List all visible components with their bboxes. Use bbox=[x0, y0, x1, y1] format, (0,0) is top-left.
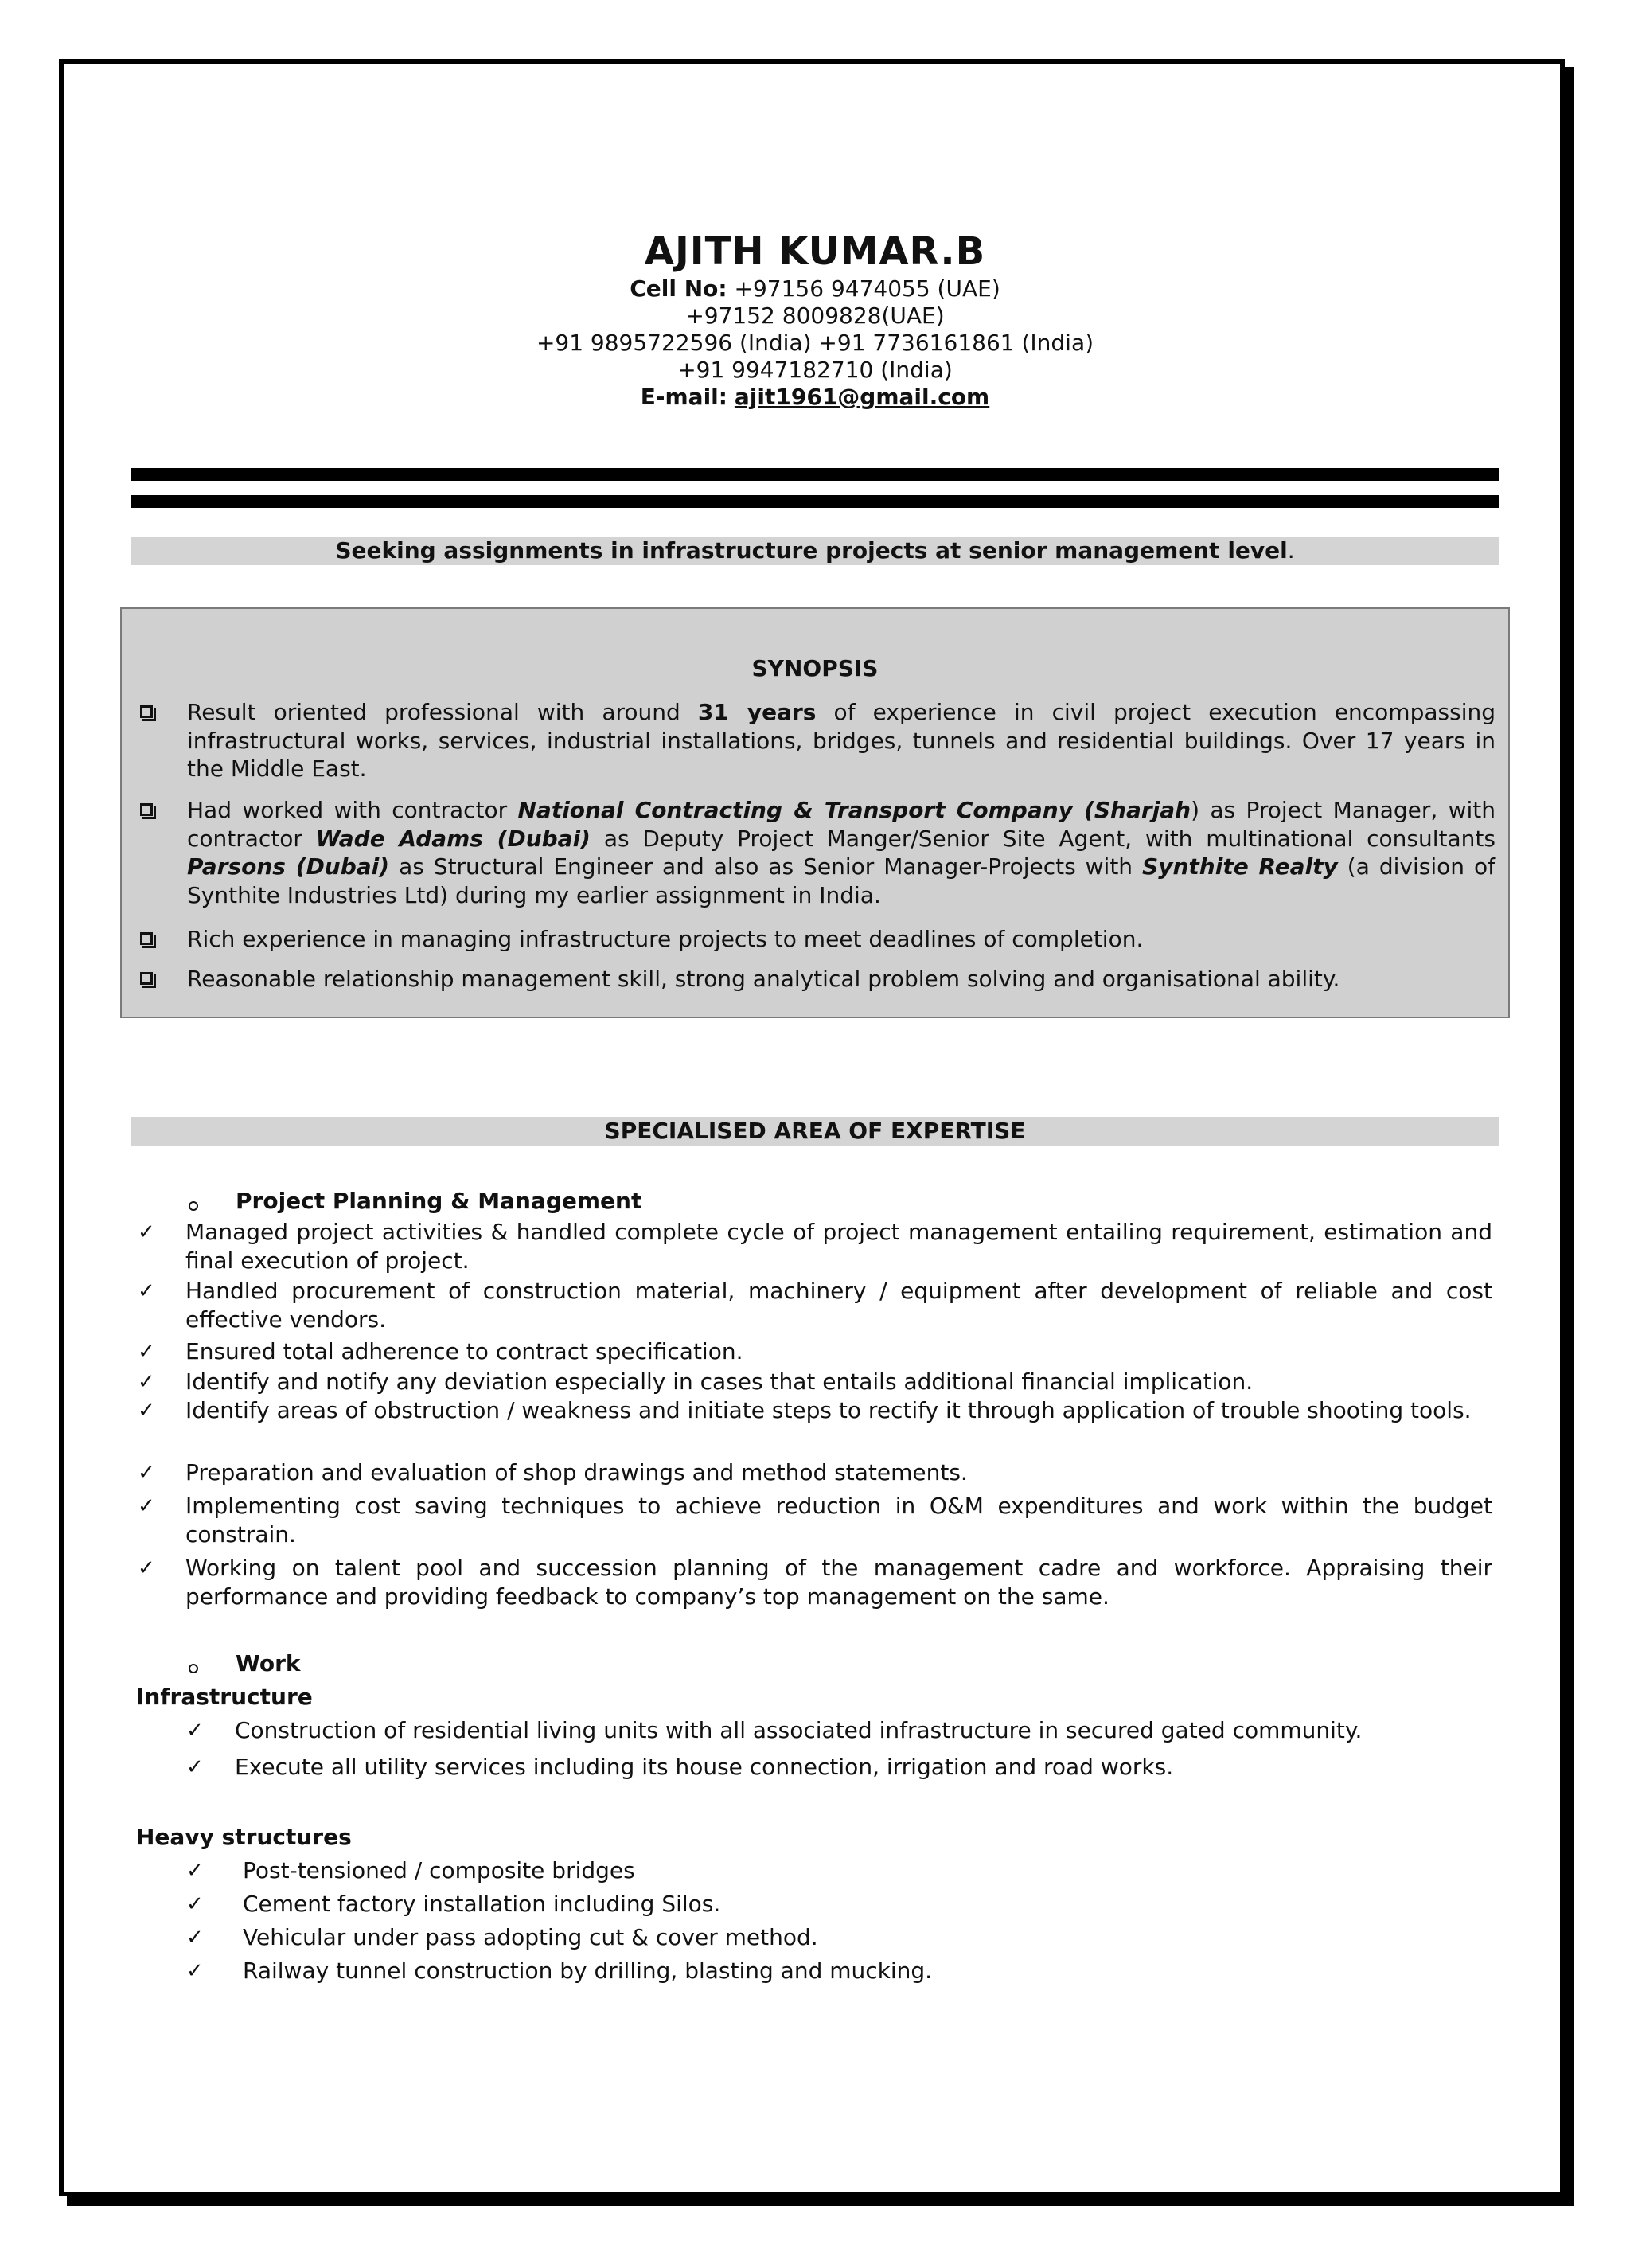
cell-number-3: +91 9895722596 (India) +91 7736161861 (India) bbox=[536, 330, 1094, 356]
check-icon: ✓ bbox=[186, 1719, 204, 1743]
check-icon: ✓ bbox=[186, 1755, 204, 1779]
text-run: (a division of Synthite Industries Ltd) during my earlier assignment in India. bbox=[187, 853, 1495, 908]
planning-item: Implementing cost saving techniques to achieve reduction in O&M expenditures and work within the budget constrain. bbox=[185, 1493, 1492, 1548]
check-icon: ✓ bbox=[138, 1370, 155, 1394]
planning-item: Identify areas of obstruction / weakness and initiate steps to rectify it through application of trouble shooting tools. bbox=[185, 1397, 1472, 1423]
text-run: Result oriented professional with around bbox=[187, 699, 698, 725]
planning-item: Preparation and evaluation of shop drawings and method statements. bbox=[185, 1459, 968, 1485]
email-line bbox=[0, 384, 1630, 411]
infrastructure-item: Execute all utility services including its house connection, irrigation and road works. bbox=[235, 1754, 1174, 1780]
email-label: E-mail: bbox=[640, 384, 727, 410]
cell-line-1 bbox=[0, 275, 1630, 303]
email-link[interactable]: ajit1961@gmail.com bbox=[734, 384, 990, 410]
check-icon: ✓ bbox=[186, 1959, 204, 1983]
synopsis-item-text: Rich experience in managing infrastructure projects to meet deadlines of completion. bbox=[187, 926, 1144, 952]
check-icon: ✓ bbox=[138, 1461, 155, 1485]
check-icon: ✓ bbox=[186, 1859, 204, 1883]
text-run: of experience in civil project execution encompassing infrastructural works, services, industrial installations, bridges, tunnels and residential buildings. Over 17 years in the Middle East. bbox=[187, 699, 1495, 782]
objective-period: . bbox=[1287, 537, 1295, 564]
text-run-bold: 31 years bbox=[697, 699, 817, 725]
cell-number-2: +97152 8009828(UAE) bbox=[685, 303, 945, 329]
company-name: National Contracting & Transport Company (Sharjah bbox=[517, 797, 1191, 823]
objective-text: Seeking assignments in infrastructure projects at senior management level bbox=[335, 537, 1288, 564]
box-bullet-icon bbox=[140, 803, 153, 816]
header-rule-2 bbox=[131, 495, 1499, 508]
planning-item: Identify and notify any deviation especially in cases that entails additional financial implication. bbox=[185, 1368, 1254, 1395]
text-run: ) as Project Manager, with contractor bbox=[187, 797, 1496, 852]
company-name: Synthite Realty bbox=[1142, 853, 1338, 880]
planning-heading: Project Planning & Management bbox=[236, 1188, 642, 1214]
synopsis-box bbox=[120, 607, 1510, 1018]
infrastructure-heading: Infrastructure bbox=[136, 1684, 313, 1710]
synopsis-item-text bbox=[187, 698, 1495, 783]
objective-banner bbox=[131, 537, 1499, 565]
planning-item: Managed project activities & handled complete cycle of project management entailing requirement, estimation and final execution of project. bbox=[185, 1219, 1492, 1274]
check-icon: ✓ bbox=[186, 1892, 204, 1916]
check-icon: ✓ bbox=[138, 1340, 155, 1364]
check-icon: ✓ bbox=[138, 1220, 155, 1244]
candidate-name: AJITH KUMAR.B bbox=[644, 229, 986, 274]
check-icon: ✓ bbox=[138, 1494, 155, 1518]
planning-item: Working on talent pool and succession planning of the management cadre and workforce. Appraising their performance and providing feedback to company’s top management on the same. bbox=[185, 1555, 1492, 1610]
text-run: as Structural Engineer and also as Senior Manager-Projects with bbox=[389, 853, 1143, 880]
heavy-structure-item: Railway tunnel construction by drilling, blasting and mucking. bbox=[243, 1958, 933, 1984]
box-bullet-icon bbox=[140, 932, 153, 945]
synopsis-title: SYNOPSIS bbox=[751, 655, 879, 681]
check-icon: ✓ bbox=[186, 1926, 204, 1950]
circle-bullet-icon bbox=[189, 1201, 198, 1211]
check-icon: ✓ bbox=[138, 1399, 155, 1423]
circle-bullet-icon bbox=[189, 1664, 198, 1673]
company-name: Parsons (Dubai) bbox=[187, 853, 390, 880]
expertise-banner: SPECIALISED AREA OF EXPERTISE bbox=[131, 1117, 1499, 1146]
heavy-structure-item: Cement factory installation including Silos. bbox=[243, 1891, 721, 1917]
box-bullet-icon bbox=[140, 705, 153, 718]
cell-label: Cell No: bbox=[630, 275, 727, 302]
box-bullet-icon bbox=[140, 972, 153, 985]
synopsis-item-text: Reasonable relationship management skill, strong analytical problem solving and organisational ability. bbox=[187, 966, 1340, 992]
heavy-structure-item: Vehicular under pass adopting cut & cover method. bbox=[243, 1924, 818, 1950]
page-border-shadow-bottom bbox=[67, 2196, 1574, 2206]
cell-number-1: +97156 9474055 (UAE) bbox=[734, 275, 1000, 302]
infrastructure-item: Construction of residential living units with all associated infrastructure in secured gated community. bbox=[235, 1717, 1363, 1743]
planning-item: Handled procurement of construction material, machinery / equipment after development of reliable and cost effective vendors. bbox=[185, 1278, 1492, 1333]
text-run: Had worked with contractor bbox=[187, 797, 518, 823]
resume-header bbox=[0, 228, 1630, 411]
work-heading: Work bbox=[236, 1650, 301, 1677]
header-rule-1 bbox=[131, 468, 1499, 481]
check-icon: ✓ bbox=[138, 1556, 155, 1580]
synopsis-item-text bbox=[187, 796, 1495, 909]
text-run: as Deputy Project Manger/Senior Site Agent, with multinational consultants bbox=[590, 825, 1495, 852]
heavy-structure-item: Post-tensioned / composite bridges bbox=[243, 1857, 635, 1883]
planning-item: Ensured total adherence to contract specification. bbox=[185, 1338, 743, 1364]
company-name: Wade Adams (Dubai) bbox=[315, 825, 591, 852]
check-icon: ✓ bbox=[138, 1279, 155, 1303]
cell-number-4: +91 9947182710 (India) bbox=[677, 357, 953, 383]
heavy-structures-heading: Heavy structures bbox=[136, 1824, 352, 1850]
